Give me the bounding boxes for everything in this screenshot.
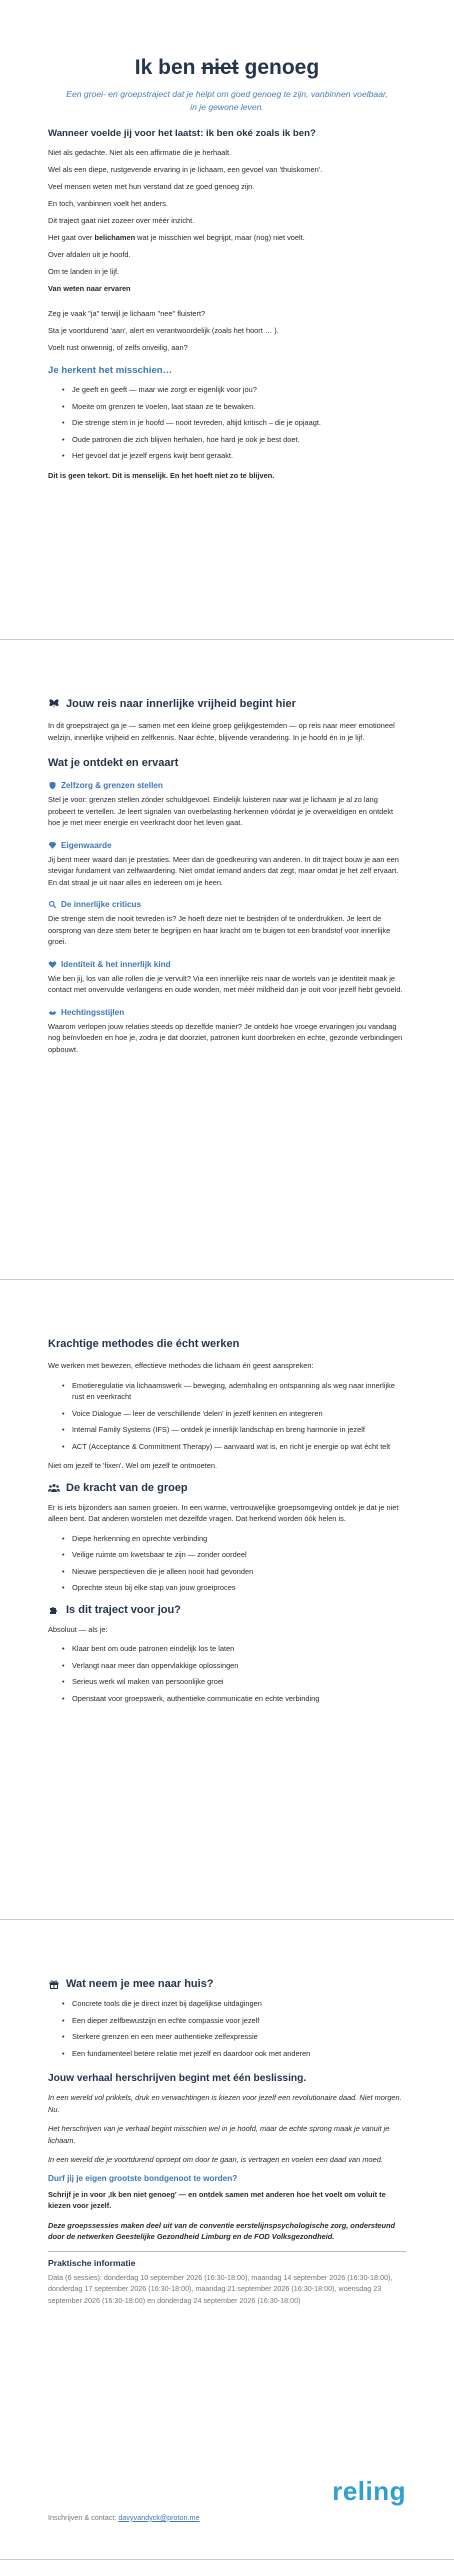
methods-heading: Krachtige methodes die écht werken (48, 1338, 240, 1350)
question-line: Durf jij je eigen grootste bondgenoot te worden? (48, 2173, 238, 2183)
list-item: • Concrete tools die je direct inzet bij dagelijkse uitdagingen (62, 1998, 406, 2010)
list-item: • Je geeft en geeft — maar wie zorgt er eigenlijk voor jou? (62, 384, 406, 396)
list-item: • Het gevoel dat je jezelf ergens kwijt bent geraakt. (62, 450, 406, 462)
heading-text: Jouw reis naar innerlijke vrijheid begint hier (66, 698, 296, 710)
list-item: • Sterkere grenzen en een meer authentieke zelfexpressie (62, 2031, 406, 2043)
intro-line (48, 232, 406, 243)
puzzle-icon (48, 1604, 60, 1616)
contact-label: Inschrijven & contact: (48, 2512, 119, 2522)
reling-logo: reling (332, 2476, 406, 2506)
list-item: • Een fundamenteel betere relatie met jezelf en daardoor ook met anderen (62, 2048, 406, 2060)
italic-paragraph: In een wereld vol prikkels, druk en verwachtingen is kiezen voor jezelf een revolutionaire daad. Niet morgen. Nu. (48, 2093, 402, 2114)
section-heading (48, 1008, 406, 1017)
list-item: • Voice Dialogue — leer de verschillende 'delen' in jezelf kennen en integreren (62, 1408, 406, 1420)
heading-text: De innerlijke criticus (61, 900, 142, 909)
intro-line: Niet als gedachte. Niet als een affirmatie die je herhaalt. (48, 148, 232, 157)
contact-email-link[interactable]: davyvandyck@proton.me (118, 2512, 200, 2522)
disclaimer: Deze groepssessies maken deel uit van de conventie eerstelijnspsychologische zorg, ondersteund door de netwerken Geestelijke Gezondheid Limburg en de FOD Volksgezondheid. (48, 2220, 396, 2241)
group-list (62, 1533, 406, 1594)
heading-text: Wat neem je mee naar huis? (66, 1978, 214, 1990)
section-text: Stel je voor: grenzen stellen zónder schuldgevoel. Eindelijk luisteren naar wat je lichaam je al zo lang probeert te vertellen. Je leert signalen van overbelasting herkennen vóórdat je je overweldigen en ontdekt hoe je met meer energie en veerkracht door het leven gaat. (48, 795, 394, 827)
question-line: Voelt rust onwennig, of zelfs onveilig, aan? (48, 343, 188, 352)
page-3 (0, 1280, 454, 1920)
subtitle: Een groei- en groepstraject dat je helpt om goed genoeg te zijn, vanbinnen voelbaar, in je gewone leven. (66, 89, 388, 112)
intro-line: Wel als een diepe, rustgevende ervaring in je lichaam, een gevoel van 'thuiskomen'. (48, 165, 323, 174)
list-item: • Moeite om grenzen te voelen, laat staan ze te bewaken. (62, 401, 406, 413)
discover-heading: Wat je ontdekt en ervaart (48, 757, 179, 769)
list-item: • Serieus werk wil maken van persoonlijke groei (62, 1676, 406, 1688)
intro-line: Om te landen in je lijf. (48, 267, 120, 276)
page-title (48, 56, 406, 80)
heading-text: De kracht van de groep (66, 1481, 188, 1494)
list-item: • Oprechte steun bij elke stap van jouw groeiproces (62, 1582, 406, 1594)
intro-line: En toch, vanbinnen voelt het anders. (48, 199, 168, 208)
section-text: Wie ben jij, los van alle rollen die je vervult? Via een innerlijke reis naar de wortels van je identiteit maak je contact met onvervulde verlangens en oude wonden, met méér mildheid dan je ooit voor jezelf hebt gevoeld. (48, 973, 403, 994)
methods-intro: We werken met bewezen, effectieve methodes die lichaam én geest aanspreken: (48, 1361, 314, 1370)
list-item: • Nieuwe perspectieven die je alleen nooit had gevonden (62, 1566, 406, 1578)
text-span: wat je misschien wel begrijpt, maar (nog) niet voelt. (135, 233, 305, 242)
title-part: Ik ben (134, 56, 202, 79)
section-heading (48, 781, 406, 790)
list-item: • Veilige ruimte om kwetsbaar te zijn — zonder oordeel (62, 1549, 406, 1561)
recognize-list (62, 384, 406, 462)
group-icon (48, 1482, 60, 1494)
text-bold: belichamen (94, 233, 136, 242)
gem-icon (48, 841, 57, 850)
intro-line: Dit traject gaat niet zozeer over méér inzicht. (48, 216, 195, 225)
hands-icon (48, 1008, 57, 1017)
list-item: • Een dieper zelfbewustzijn en echte compassie voor jezelf (62, 2015, 406, 2027)
section-heading (48, 841, 406, 850)
list-item: • ACT (Acceptance & Commitment Therapy) — aanvaard wat is, en richt je energie op wat écht telt (62, 1441, 406, 1453)
list-item: • Openstaat voor groepswerk, authentieke communicatie en echte verbinding (62, 1693, 406, 1705)
search-icon (48, 900, 57, 909)
section-text: Die strenge stem die nooit tevreden is? Je hoeft deze niet te bestrijden of te onderdrukken. Je leert de oorsprong van deze stem beter te begrijpen en haar kracht om te buigen tot een brandstof voor innerlijke groei. (48, 914, 391, 946)
heading-text: Zelfzorg & grenzen stellen (61, 781, 163, 790)
section-text: Jij bent meer waard dan je prestaties. Meer dan de goedkeuring van anderen. In dit traject bouw je aan een stevigar fundament van zelfwaardering. Niet omdat iemand anders dat zegt, maar omdat je het zelf ervaart. En dat straal je uit naar alles en iedereen om je heen. (48, 854, 399, 887)
section-text: Waarom verlopen jouw relaties steeds op dezelfde manier? Je ontdekt hoe vroege ervaringen jou vandaag nog beïnvloeden en hoe je, zodra je dat doorziet, patronen kunt doorbreken en echte, gezonde verbindingen opbouwt. (48, 1021, 403, 1054)
intro-line: Veel mensen weten met hun verstand dat ze goed genoeg zijn. (48, 182, 255, 191)
takeaway-heading (48, 1978, 406, 1990)
page-1 (0, 0, 454, 640)
divider (48, 2251, 406, 2252)
intro-line: Over afdalen uit je hoofd. (48, 250, 131, 259)
list-item: • Internal Family Systems (IFS) — ontdek je innerlijk landschap en breng harmonie in jezelf (62, 1424, 406, 1436)
heading-text: Eigenwaarde (61, 840, 112, 850)
title-part: genoeg (238, 56, 320, 79)
section-heading (48, 960, 406, 969)
heading-text: Is dit traject voor jou? (66, 1603, 181, 1616)
question-line: Zeg je vaak "ja" terwijl je lichaam "nee" fluistert? (48, 309, 206, 318)
list-item: • Klaar bent om oude patronen eindelijk los te laten (62, 1643, 406, 1655)
methods-list (62, 1380, 406, 1453)
closing-line: Dit is geen tekort. Dit is menselijk. En het hoeft niet zo te blijven. (48, 470, 275, 480)
gift-icon (48, 1978, 60, 1990)
shield-icon (48, 781, 57, 790)
heart-icon (48, 960, 57, 969)
heading-text: Hechtingsstijlen (61, 1007, 125, 1017)
bold-line: Van weten naar ervaren (48, 284, 131, 293)
question-line: Sta je voortdurend 'aan', alert en verantwoordelijk (zoals het hoort … ). (48, 326, 279, 335)
list-item: • Die strenge stem in je hoofd — nooit tevreden, altijd kritisch – die je opjaagt. (62, 417, 406, 429)
cta-text: Schrijf je in voor ‚Ik ben niet genoeg' — en ontdek samen met anderen hoe het voelt om voluit te kiezen voor jezelf. (48, 2189, 386, 2210)
title-strike: niet (201, 56, 239, 79)
recognize-heading: Je herkent het misschien… (48, 365, 173, 376)
italic-paragraph: Het herschrijven van je verhaal begint misschien wel in je hoofd, maar de echte sprong maak je vanuit je lichaam. (48, 2124, 390, 2145)
takeaway-list (62, 1998, 406, 2059)
contact-line (48, 2512, 200, 2524)
practical-title: Praktische informatie (48, 2257, 136, 2268)
intro-heading: Wanneer voelde jij voor het laatst: ik ben oké zoals ik ben? (48, 128, 316, 139)
fit-intro: Absoluut — als je: (48, 1624, 108, 1634)
list-item: • Emotieregulatie via lichaamswerk — beweging, ademhaling en ontspanning als weg naar innerlijke rust en veerkracht (62, 1380, 406, 1403)
page-2 (0, 640, 454, 1280)
list-item: • Oude patronen die zich blijven herhalen, hoe hard je ook je best doet. (62, 434, 406, 446)
list-item: • Verlangt naar meer dan oppervlakkige oplossingen (62, 1660, 406, 1672)
text-span: Het gaat over (48, 233, 95, 242)
group-intro: Er is iets bijzonders aan samen groeien. In een warme, vertrouwelijke groepsomgeving ontdek je dat je niet alleen bent. Dat anderen worstelen met dezelfde vragen. Dat herkend worden óók helen is. (48, 1502, 399, 1523)
rewrite-heading: Jouw verhaal herschrijven begint met één beslissing. (48, 2073, 307, 2084)
fit-heading (48, 1604, 406, 1616)
journey-intro: In dit groepstraject ga je — samen met een kleine groep gelijkgestemden — op reis naar meer emotioneel welzijn, innerlijke vrijheid en zelfkennis. Naar échte, blijvende verandering. In je hoofd én in je lijf. (48, 721, 395, 742)
section-heading (48, 900, 406, 909)
fit-list (62, 1643, 406, 1704)
heading-text: Identiteit & het innerlijk kind (61, 959, 171, 969)
journey-heading (48, 698, 406, 710)
methods-note: Niet om jezelf te 'fixen'. Wel om jezelf te ontmoeten. (48, 1461, 218, 1470)
practical-text: Data (6 sessies): donderdag 10 september 2026 (16:30-18:00), maandag 14 september 2026 (16:30-18:00), donderdag 17 september 2026 (16:30-18:00), maandag 21 september 2026 (16:30-18:00), woensdag 23 september 2026 (16:30-18:00) en donderdag 24 september 2026 (16:30-18:00) (48, 2272, 393, 2305)
page-4 (0, 1920, 454, 2560)
group-heading (48, 1482, 406, 1494)
list-item: • Diepe herkenning en oprechte verbinding (62, 1533, 406, 1545)
italic-paragraph: In een wereld die je voortdurend oproept om door te gaan, is vertragen en voelen een daad van moed. (48, 2155, 383, 2164)
butterfly-icon (48, 698, 60, 710)
